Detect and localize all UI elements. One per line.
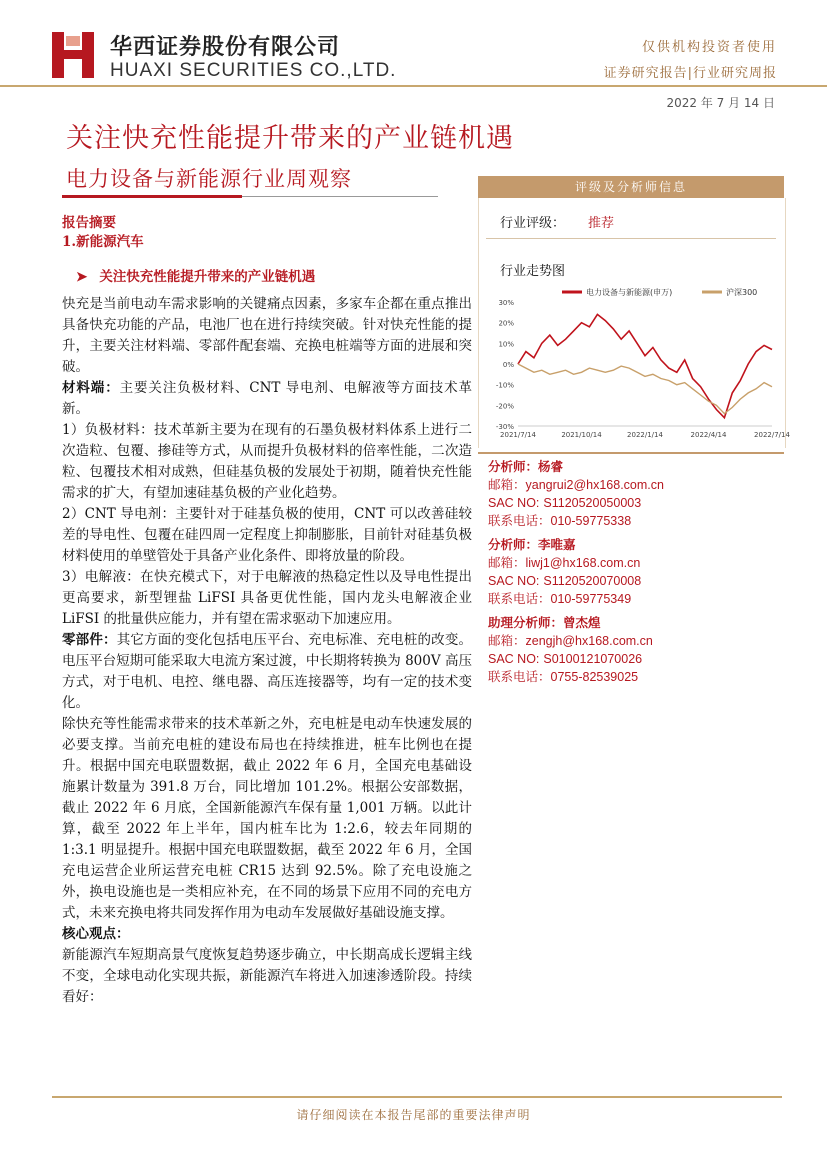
arrow-bullet-icon: ➤ <box>76 269 88 285</box>
company-name-cn: 华西证券股份有限公司 <box>110 35 341 60</box>
x-tick-label: 2022/1/14 <box>627 431 663 439</box>
paragraph-anode: 1）负极材料：技术革新主要为在现有的石墨负极材料体系上进行二次造粒、包覆、掺硅等方式，从而提升负极材料的倍率性能，二次造粒、包覆技术相对成熟，但硅基负极的发展处于初期，随着快充性能需求的扩大，有望加速硅基负极的产业化趋势。 <box>62 422 472 501</box>
y-tick-label: 30% <box>498 299 514 307</box>
summary-column <box>62 214 472 1008</box>
section-heading: 1.新能源汽车 <box>62 234 144 250</box>
sidebar-divider <box>478 452 784 454</box>
series-line <box>518 314 772 417</box>
analyst-1 <box>488 458 778 530</box>
rating-label: 行业评级： <box>500 216 566 231</box>
y-tick-label: 0% <box>502 361 514 369</box>
paragraph-electrolyte: 3）电解液：在快充模式下，对于电解液的热稳定性以及导电性提出更高要求，新型锂盐 LiFSI 具备更优性能，国内龙头电解液企业 LiFSI 的批量供应能力，并有望在需求驱动下加速应用。 <box>62 569 472 627</box>
analyst-name: 分析师：李唯嘉 <box>488 537 576 552</box>
x-tick-label: 2022/7/14 <box>754 431 790 439</box>
paragraph-materials <box>62 378 472 420</box>
paragraph-charging: 除快充等性能需求带来的技术革新之外，充电桩是电动车快速发展的必要支撑。当前充电桩的建设布局也在持续推进，桩车比例也在提升。根据中国充电联盟数据，截止 2022 年 6 月，全国充电基础设施累计数量为 391.8 万台，同比增加 101.2%。根据公安部数据，截止 2022 年 6 月底，全国新能源汽车保有量 1,001 万辆。以此计算，截至 2022 年上半年，国内桩车比为 1:2.6，较去年同期的 1:3.1 明显提升。根据中国充电联盟数据，截至 2022 年 6 月，全国充电运营企业所运营充电桩 CR15 达到 92.5%。除了充电设施之外，换电设施也是一类相应补充，在不同的场景下应用不同的充电方式，未来充换电将共同发挥作用为电动车发展做好基础设施支撑。 <box>62 716 472 921</box>
paragraph-components <box>62 630 472 714</box>
core-view-label: 核心观点： <box>62 926 130 942</box>
analyst-email[interactable]: yangrui2@hx168.com.cn <box>525 478 664 492</box>
analyst-email-row: 邮箱：liwj1@hx168.com.cn <box>488 555 641 570</box>
analyst-tel-row: 联系电话：010-59775338 <box>488 513 632 528</box>
analyst-sac-row: SAC NO: S0100121070026 <box>488 652 643 666</box>
y-tick-label: 10% <box>498 340 514 349</box>
series-line <box>518 364 772 414</box>
materials-text: 主要关注负极材料、CNT 导电剂、电解液等方面技术革新。 <box>62 380 472 417</box>
header-divider <box>0 85 827 87</box>
legal-notice: 请仔细阅读在本报告尾部的重要法律声明 <box>296 1108 531 1122</box>
audience-note: 仅供机构投资者使用 <box>641 40 777 55</box>
bullet-text: 关注快充性能提升带来的产业链机遇 <box>99 269 316 285</box>
sidebar-header: 评级及分析师信息 <box>478 176 784 198</box>
analyst-tel-row: 联系电话：010-59775349 <box>488 591 632 606</box>
analyst-email-row: 邮箱：yangrui2@hx168.com.cn <box>488 477 664 492</box>
report-type: 证券研究报告|行业研究周报 <box>603 66 777 81</box>
analyst-email-row: 邮箱：zengjh@hx168.com.cn <box>488 633 653 648</box>
analyst-name: 助理分析师：曾杰煌 <box>488 615 601 630</box>
paragraph-intro: 快充是当前电动车需求影响的关键痛点因素，多家车企都在重点推出具备快充功能的产品，电池厂也在进行持续突破。针对快充性能的提升，主要关注材料端、零部件配套端、充换电桩端等方面的进展和突破。 <box>62 296 472 375</box>
rating-value: 推荐 <box>588 216 615 231</box>
rating-divider <box>486 238 776 239</box>
analyst-3 <box>488 614 778 686</box>
company-logo <box>52 32 96 78</box>
analyst-name: 分析师：杨睿 <box>488 459 564 474</box>
y-tick-label: -20% <box>495 402 514 411</box>
materials-label: 材料端： <box>62 380 120 396</box>
trend-chart-label: 行业走势图 <box>500 264 566 279</box>
analyst-2 <box>488 536 778 608</box>
company-name-en: HUAXI SECURITIES CO.,LTD. <box>110 60 397 81</box>
subtitle-rule <box>242 196 438 197</box>
analyst-sac-row: SAC NO: S1120520050003 <box>488 496 642 510</box>
legend-label: 电力设备与新能源(申万) <box>586 288 673 297</box>
report-title: 关注快充性能提升带来的产业链机遇 <box>66 123 514 154</box>
report-date: 2022 年 7 月 14 日 <box>666 96 775 110</box>
analyst-email[interactable]: liwj1@hx168.com.cn <box>525 556 641 570</box>
components-label: 零部件： <box>62 632 117 648</box>
x-tick-label: 2021/7/14 <box>500 431 536 439</box>
analyst-sac-row: SAC NO: S1120520070008 <box>488 574 642 588</box>
analyst-tel-row: 联系电话：0755-82539025 <box>488 669 639 684</box>
y-tick-label: -30% <box>495 423 514 431</box>
legend-label: 沪深300 <box>726 288 758 297</box>
components-text: 其它方面的变化包括电压平台、充电标准、充电桩的改变。电压平台短期可能采取大电流方案过渡，中长期将转换为 800V 高压方式，对于电机、电控、继电器、高压连接器等，均有一定的技术变化。 <box>62 632 473 711</box>
y-tick-label: 20% <box>498 319 514 328</box>
summary-label: 报告摘要 <box>62 215 116 231</box>
analyst-email[interactable]: zengjh@hx168.com.cn <box>525 634 653 648</box>
footer-divider <box>52 1096 782 1098</box>
trend-chart <box>484 280 790 444</box>
paragraph-cnt: 2）CNT 导电剂：主要针对于硅基负极的使用，CNT 可以改善硅较差的导电性、包覆在硅四周一定程度上抑制膨胀，目前针对硅基负极材料使用的单壁管处于具备产业化条件、即将放量的阶段。 <box>62 506 472 564</box>
bullet-heading <box>76 266 472 288</box>
x-tick-label: 2021/10/14 <box>561 431 602 439</box>
y-tick-label: -10% <box>495 381 514 390</box>
x-tick-label: 2022/4/14 <box>690 431 727 439</box>
paragraph-core-view: 新能源汽车短期高景气度恢复趋势逐步确立，中长期高成长逻辑主线不变，全球电动化实现共振，新能源汽车将进入加速渗透阶段。持续看好： <box>62 947 472 1005</box>
report-subtitle: 电力设备与新能源行业周观察 <box>66 167 352 191</box>
subtitle-underline <box>62 195 242 198</box>
